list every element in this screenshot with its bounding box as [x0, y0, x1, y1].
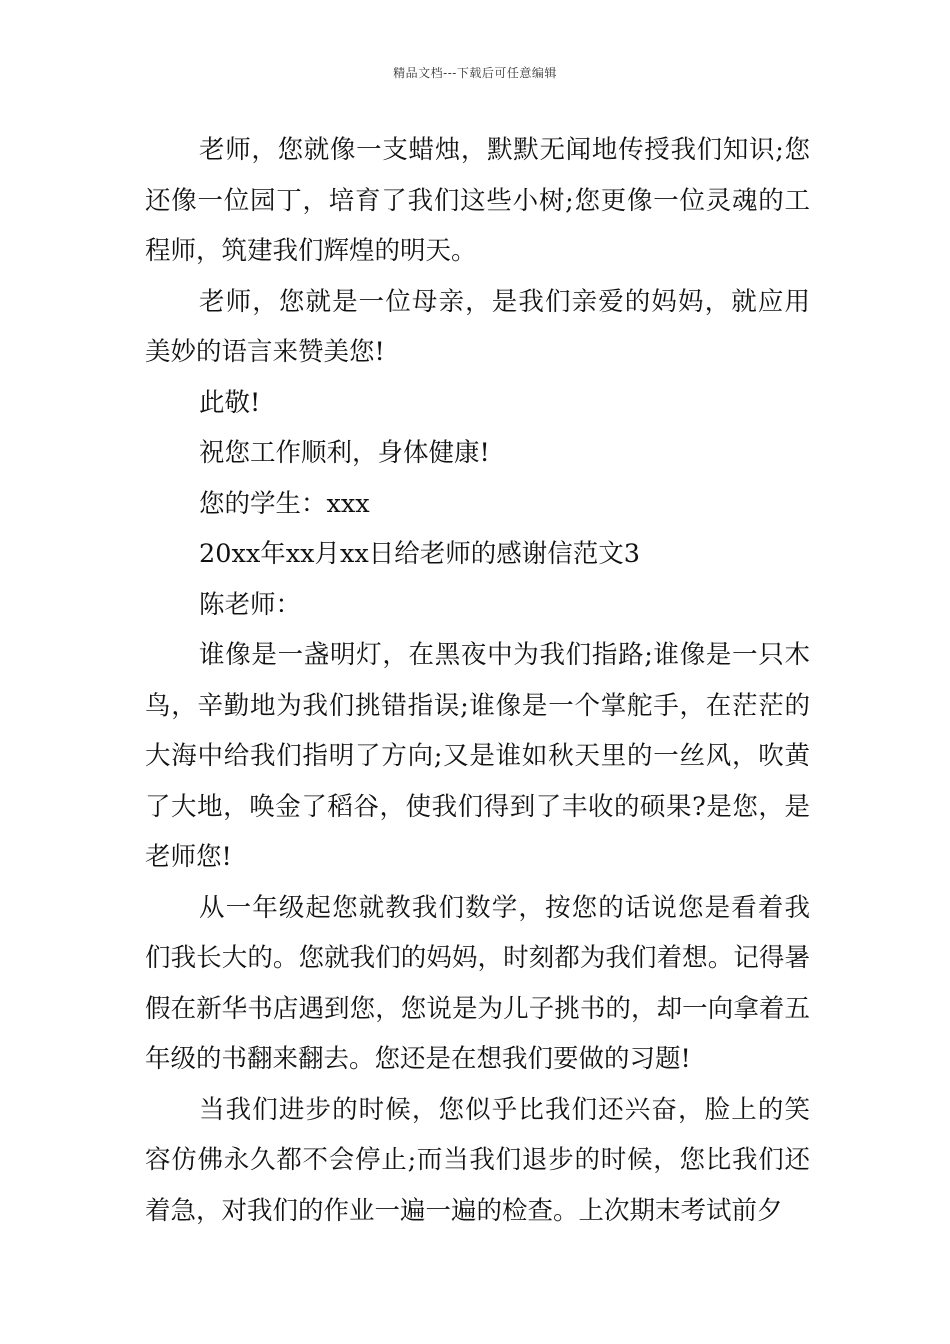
section-title: 20xx年xx月xx日给老师的感谢信范文3 — [199, 539, 640, 569]
paragraph-mother: 老师，您就是一位母亲，是我们亲爱的妈妈，就应用美妙的语言来赞美您! — [145, 286, 810, 367]
letter-body — [145, 125, 810, 1236]
paragraph-math: 从一年级起您就教我们数学，按您的话说您是看着我们我长大的。您就我们的妈妈，时刻都为我们着想。记得暑假在新华书店遇到您，您说是为儿子挑书的，却一向拿着五年级的书翻来翻去。您还是在想我们要做的习题! — [145, 892, 810, 1074]
paragraph-candle: 老师，您就像一支蜡烛，默默无闻地传授我们知识;您还像一位园丁，培育了我们这些小树;您更像一位灵魂的工程师，筑建我们辉煌的明天。 — [145, 135, 810, 266]
closing-salute: 此敬! — [199, 387, 261, 418]
salutation: 陈老师： — [199, 589, 302, 620]
paragraph-lamp: 谁像是一盏明灯，在黑夜中为我们指路;谁像是一只木鸟，辛勤地为我们挑错指误;谁像是一个掌舵手，在茫茫的大海中给我们指明了方向;又是谁如秋天里的一丝风，吹黄了大地，唤金了稻谷，使我们得到了丰收的硕果?是您，是老师您! — [145, 640, 810, 872]
paragraph-progress: 当我们进步的时候，您似乎比我们还兴奋，脸上的笑容仿佛永久都不会停止;而当我们退步的时候，您比我们还着急，对我们的作业一遍一遍的检查。上次期末考试前夕 — [145, 1094, 810, 1226]
signature-line: 您的学生：xxx — [199, 488, 370, 519]
closing-wish: 祝您工作顺利，身体健康! — [199, 438, 490, 468]
page-header: 精品文档---下载后可任意编辑 — [393, 66, 557, 80]
